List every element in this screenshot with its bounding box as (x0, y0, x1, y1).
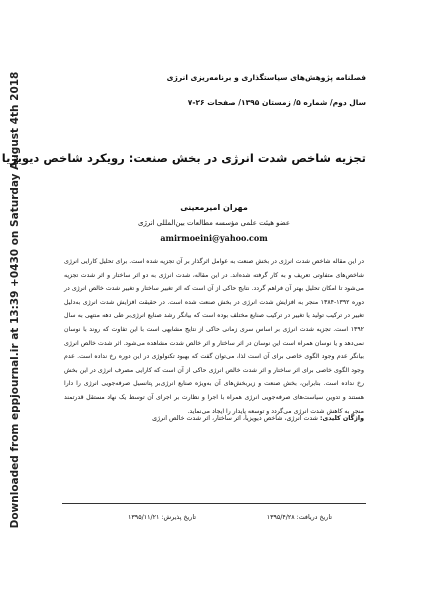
author-email[interactable]: amirmoeini@yahoo.com (160, 233, 268, 243)
author-name: مهران امیرمعینی (180, 203, 248, 212)
author-affiliation: عضو هیئت علمی مؤسسه مطالعات بین‌المللی انرژی (137, 219, 291, 227)
article-title: تجزیه شاخص شدت انرژی در بخش صنعت: رویکرد شاخص دیویزیا (1, 151, 366, 165)
abstract-text: در این مقاله شاخص شدت انرژی در بخش صنعت به عوامل اثرگذار بر آن تجزیه شده است. برای تحلیل کارایی انرژی شاخص‌های متفاوتی تعریف و به کار گرفته شده‌اند. در این مقاله، شدت انرژی به دو اثر ساختار و اثر شدت تجزیه می‌شود تا امکان تحلیل بهتر آن فراهم گردد. نتایج حاکی از آن است که اثر تغییر ساختار و تغییر شدت خالص انرژی در دوره ۱۳۹۲-۱۳۸۴ منجر به افزایش شدت انرژی در بخش صنعت شده است. در حقیقت افزایش شدت انرژی به‌دلیل تغییر در ترکیب تولید یا تغییر در ترکیب صنایع مختلف بوده است که بیانگر رشد صنایع انرژی‌بر طی دهه منتهی به سال ۱۳۹۲ است. تجزیه شدت انرژی بر اساس سری زمانی حاکی از نتایج مشابهی است با این تفاوت که روند با نوسان نمی‌دهد و یا نوسان همراه است این نوسان در اثر ساختار و اثر خالص شدت مشاهده می‌شود. اثر شدت خالص انرژی بیانگر عدم وجود الگوی خاصی برای آن است لذا، می‌توان گفت که بهبود تکنولوژی در این دوره رخ نداده است. عدم وجود الگوی خاصی برای اثر ساختار و اثر شدت خالص انرژی حاکی از آن است که کارایی مصرف انرژی در این بخش رخ نداده است. بنابراین، بخش صنعت و زیربخش‌های آن به‌ویژه صنایع انرژی‌بر پتانسیل صرفه‌جویی انرژی را دارا هستند و تدوین سیاست‌های صرفه‌جویی انرژی همراه با اجرا و نظارت بر اجرای آن توسط یک نهاد مستقل قدرتمند منجر به کاهش شدت انرژی می‌گردد و توسعه پایدار را ایجاد می‌نماید. (64, 258, 364, 415)
date-received: تاریخ دریافت: ۱۳۹۵/۴/۲۸ (266, 514, 332, 521)
article-dates (62, 514, 366, 526)
keywords (64, 413, 364, 425)
download-stamp-text: Downloaded from eppjournal.ir at 13:39 +0430 on Saturday August 4th 2018 (9, 71, 21, 529)
download-stamp (0, 0, 30, 600)
footer-divider (62, 503, 366, 504)
journal-issue: سال دوم/ شماره ۵/ زمستان ۱۳۹۵/ صفحات ۲۶-۷ (187, 98, 366, 107)
date-accepted: تاریخ پذیرش: ۱۳۹۵/۱۱/۲۱ (128, 514, 196, 521)
journal-name: فصلنامه پژوهش‌های سیاستگذاری و برنامه‌ریزی انرژی (166, 73, 366, 82)
keywords-list: شدت انرژی، شاخص دیویزیا، اثر ساختار، اثر شدت خالص انرژی (152, 415, 318, 422)
keywords-label: واژگان کلیدی: (319, 415, 364, 422)
